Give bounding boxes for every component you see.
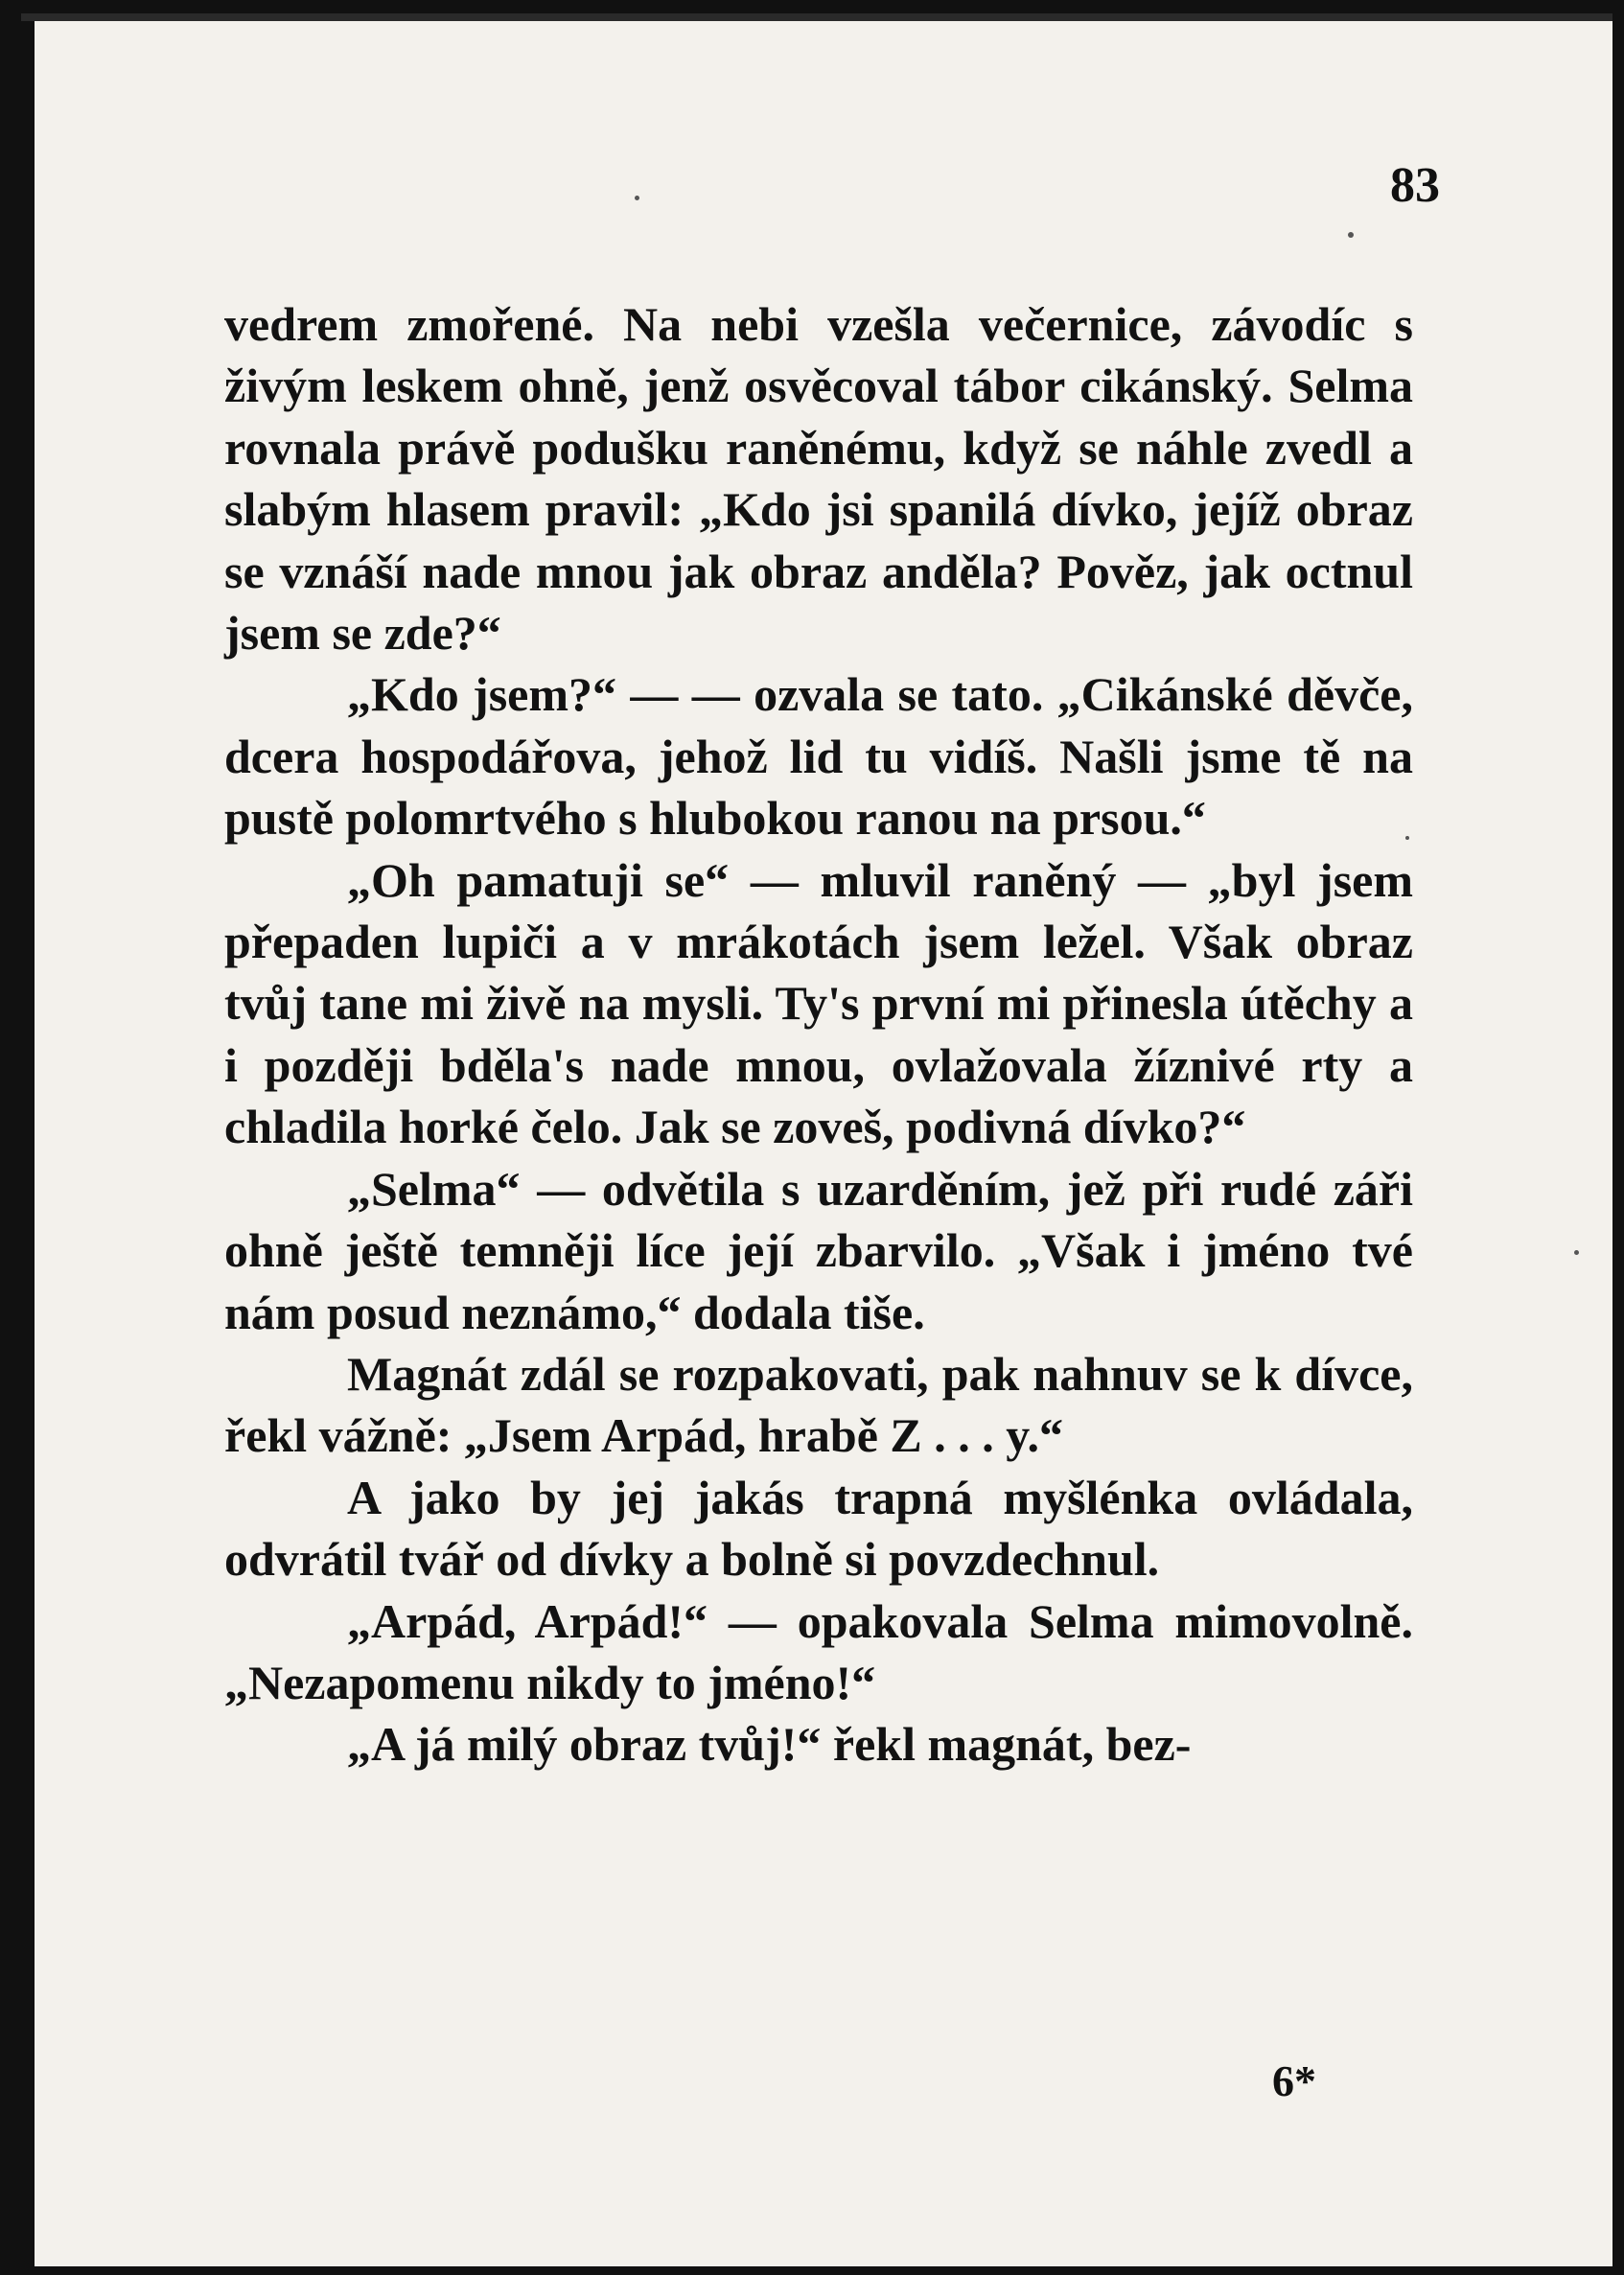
- body-text: [224, 293, 1413, 1776]
- paragraph: „Selma“ — odvětila s uzarděním, jež při rudé záři ohně ještě temněji líce její zbarvilo. „Však i jméno tvé nám posud neznámo,“ dodala tiše.: [224, 1161, 1413, 1339]
- paragraph: A jako by jej jakás trapná myšlénka ovládala, odvrátil tvář od dívky a bolně si povzdechnul.: [224, 1470, 1413, 1587]
- signature-mark: 6*: [1272, 2056, 1316, 2105]
- page-number: 83: [1390, 158, 1440, 213]
- paragraph: „Kdo jsem?“ — — ozvala se tato. „Cikánské děvče, dcera hospodářova, jehož lid tu vidíš. Našli jsme tě na pustě polomrtvého s hlubokou ranou na prsou.“: [224, 667, 1413, 846]
- paragraph: „A já milý obraz tvůj!“ řekl magnát, bez-: [347, 1717, 1192, 1772]
- paragraph: „Oh pamatuji se“ — mluvil raněný — „byl jsem přepaden lupiči a v mrákotách jsem ležel. Však obraz tvůj tane mi živě na mysli. Ty's první mi přinesla útěchy a i později bděla's nade mnou, ovlažovala žíznivé rty a chladila horké čelo. Jak se zoveš, podivná dívko?“: [224, 852, 1413, 1154]
- speck: [1574, 1250, 1579, 1255]
- binding-edge: [21, 13, 35, 2266]
- speck: [1405, 836, 1409, 840]
- paragraph: vedrem zmořené. Na nebi vzešla večernice, závodíc s živým leskem ohně, jenž osvěcoval tábor cikánský. Selma rovnala právě podušku raněnému, když se náhle zvedl a slabým hlasem pravil: „Kdo jsi spanilá dívko, jejíž obraz se vznáší nade mnou jak obraz anděla? Pověz, jak octnul jsem se zde?“: [224, 297, 1413, 661]
- speck: [1348, 232, 1354, 238]
- paragraph: „Arpád, Arpád!“ — opakovala Selma mimovolně. „Nezapomenu nikdy to jméno!“: [224, 1593, 1413, 1709]
- paragraph: Magnát zdál se rozpakovati, pak nahnuv se k dívce, řekl vážně: „Jsem Arpád, hrabě Z . . . y.“: [224, 1346, 1413, 1463]
- speck: [635, 196, 639, 200]
- book-page: [21, 13, 1612, 2266]
- top-edge: [21, 13, 1612, 21]
